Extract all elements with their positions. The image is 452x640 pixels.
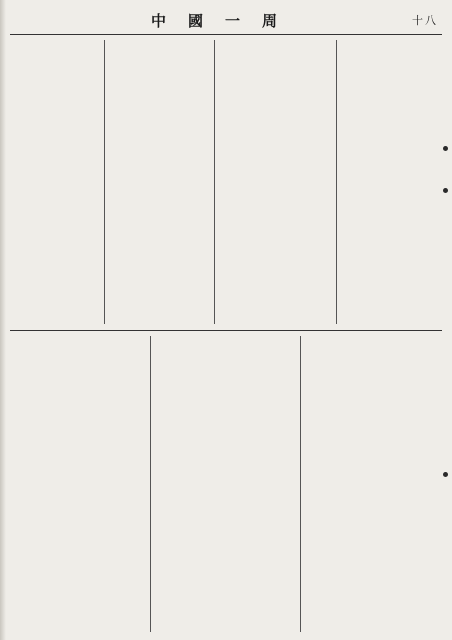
text-block-upper-center [218, 40, 332, 324]
column-gutter [300, 336, 301, 632]
running-head [0, 10, 452, 32]
column-gutter [150, 336, 151, 632]
text-block-lower-center [154, 336, 296, 632]
column-gutter [214, 40, 215, 324]
text-block-lower-right [304, 336, 442, 632]
section-divider [10, 330, 442, 331]
header-rule [10, 34, 442, 35]
text-block-upper-far-left [12, 40, 100, 324]
running-title: 中國一周 [150, 12, 299, 30]
page-number: 十八 [412, 14, 438, 27]
scan-spot [443, 472, 448, 477]
column-gutter [104, 40, 105, 324]
text-block-lower-left [12, 336, 146, 632]
binding-fold [0, 0, 6, 640]
text-block-upper-right [340, 40, 442, 324]
scan-spot [443, 188, 448, 193]
column-gutter [336, 40, 337, 324]
text-block-upper-left [108, 40, 210, 324]
scan-spot [443, 146, 448, 151]
